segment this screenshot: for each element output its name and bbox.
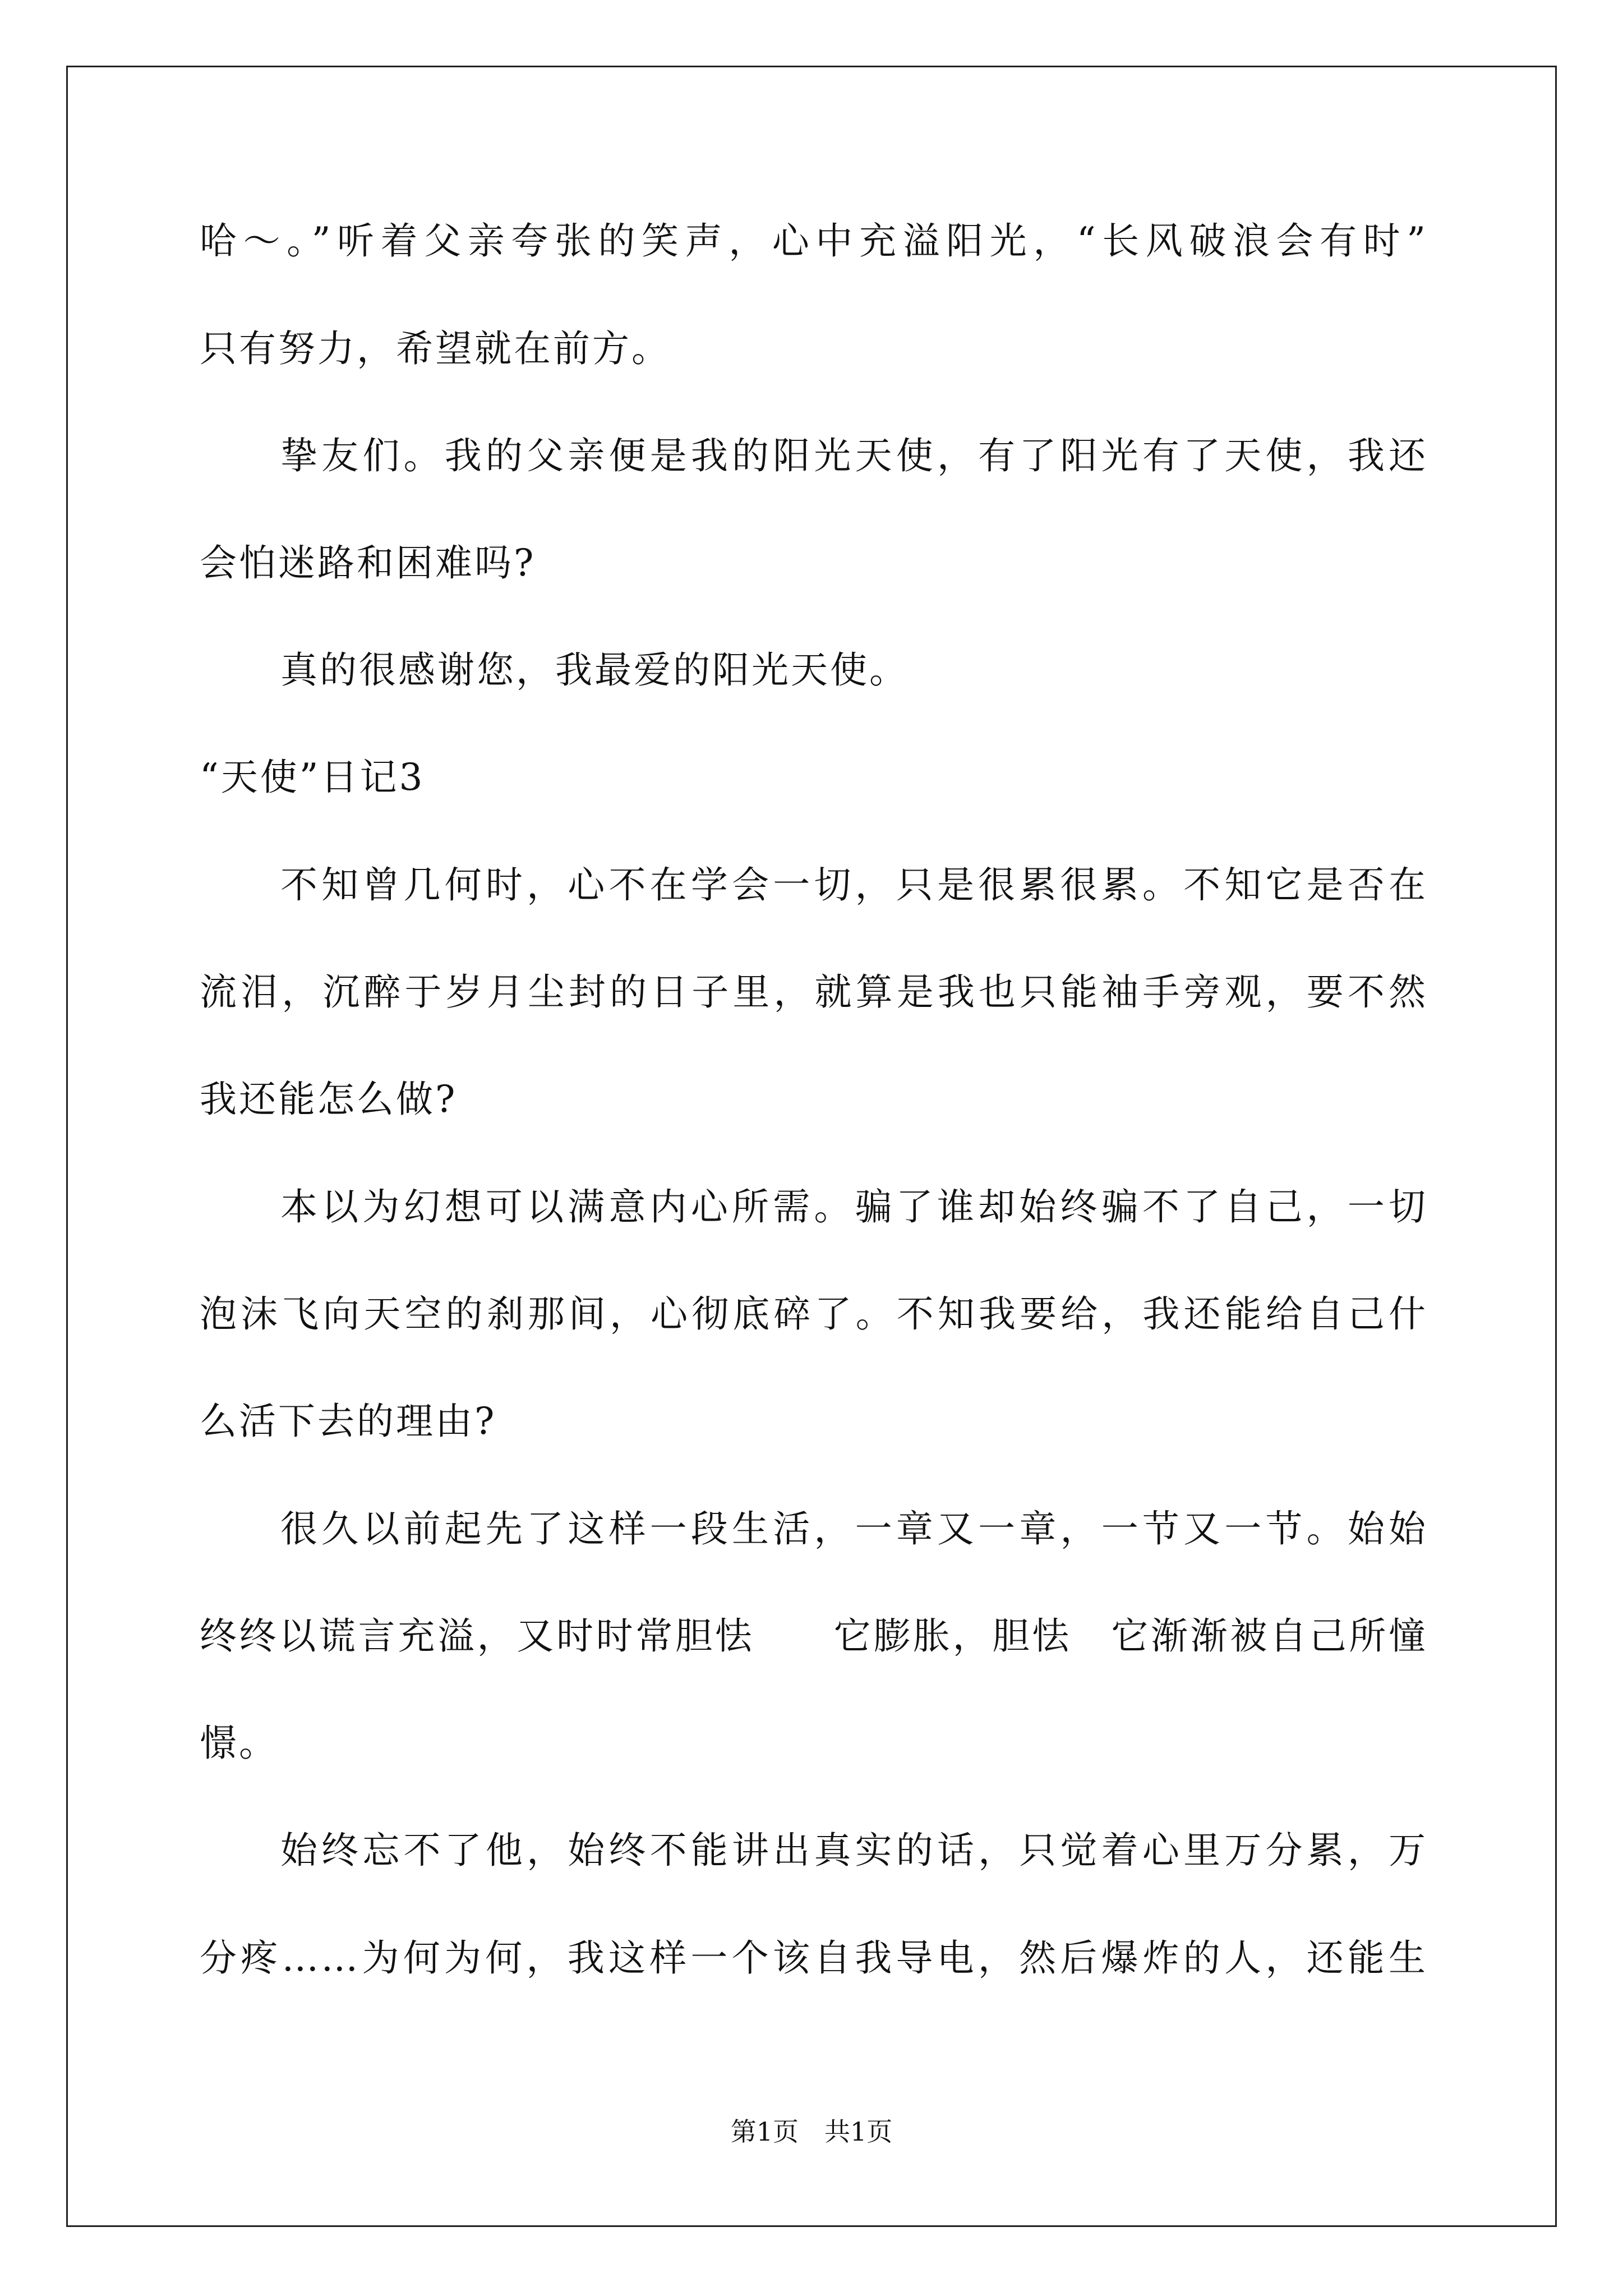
text-line: 哈～。”听着父亲夸张的笑声，心中充溢阳光，“长风破浪会有时” xyxy=(200,219,1428,263)
text-line: 憬。 xyxy=(200,1722,278,1765)
page-footer xyxy=(0,2115,1623,2148)
text-line: 泡沫飞向天空的刹那间，心彻底碎了。不知我要给，我还能给自己什 xyxy=(200,1292,1428,1336)
text-line: 我还能怎么做? xyxy=(200,1078,458,1121)
text-line: 流泪，沉醉于岁月尘封的日子里，就算是我也只能袖手旁观，要不然 xyxy=(200,970,1428,1014)
text-line: 真的很感谢您，我最爱的阳光天使。 xyxy=(280,648,909,692)
text-line: 会怕迷路和困难吗? xyxy=(200,541,536,585)
text-line: 只有努力，希望就在前方。 xyxy=(200,327,671,370)
page-border xyxy=(66,66,1557,2227)
text-line: 么活下去的理由? xyxy=(200,1400,497,1443)
text-line: 分疼……为何为何，我这样一个该自我导电，然后爆炸的人，还能生 xyxy=(200,1936,1428,1980)
page-number: 第1页 xyxy=(730,2116,799,2147)
text-line: 不知曾几何时，心不在学会一切，只是很累很累。不知它是否在 xyxy=(280,863,1428,907)
text-line: 很久以前起先了这样一段生活，一章又一章，一节又一节。始始 xyxy=(280,1507,1428,1550)
section-heading: “天使”日记3 xyxy=(200,756,425,799)
page-total: 共1页 xyxy=(824,2116,893,2147)
text-line: 始终忘不了他，始终不能讲出真实的话，只觉着心里万分累，万 xyxy=(280,1829,1428,1872)
text-line: 终终以谎言充溢，又时时常胆怯 它膨胀，胆怯 它渐渐被自己所憧 xyxy=(200,1614,1428,1658)
text-line: 挚友们。我的父亲便是我的阳光天使，有了阳光有了天使，我还 xyxy=(280,434,1428,477)
text-line: 本以为幻想可以满意内心所需。骗了谁却始终骗不了自己，一切 xyxy=(280,1185,1428,1228)
